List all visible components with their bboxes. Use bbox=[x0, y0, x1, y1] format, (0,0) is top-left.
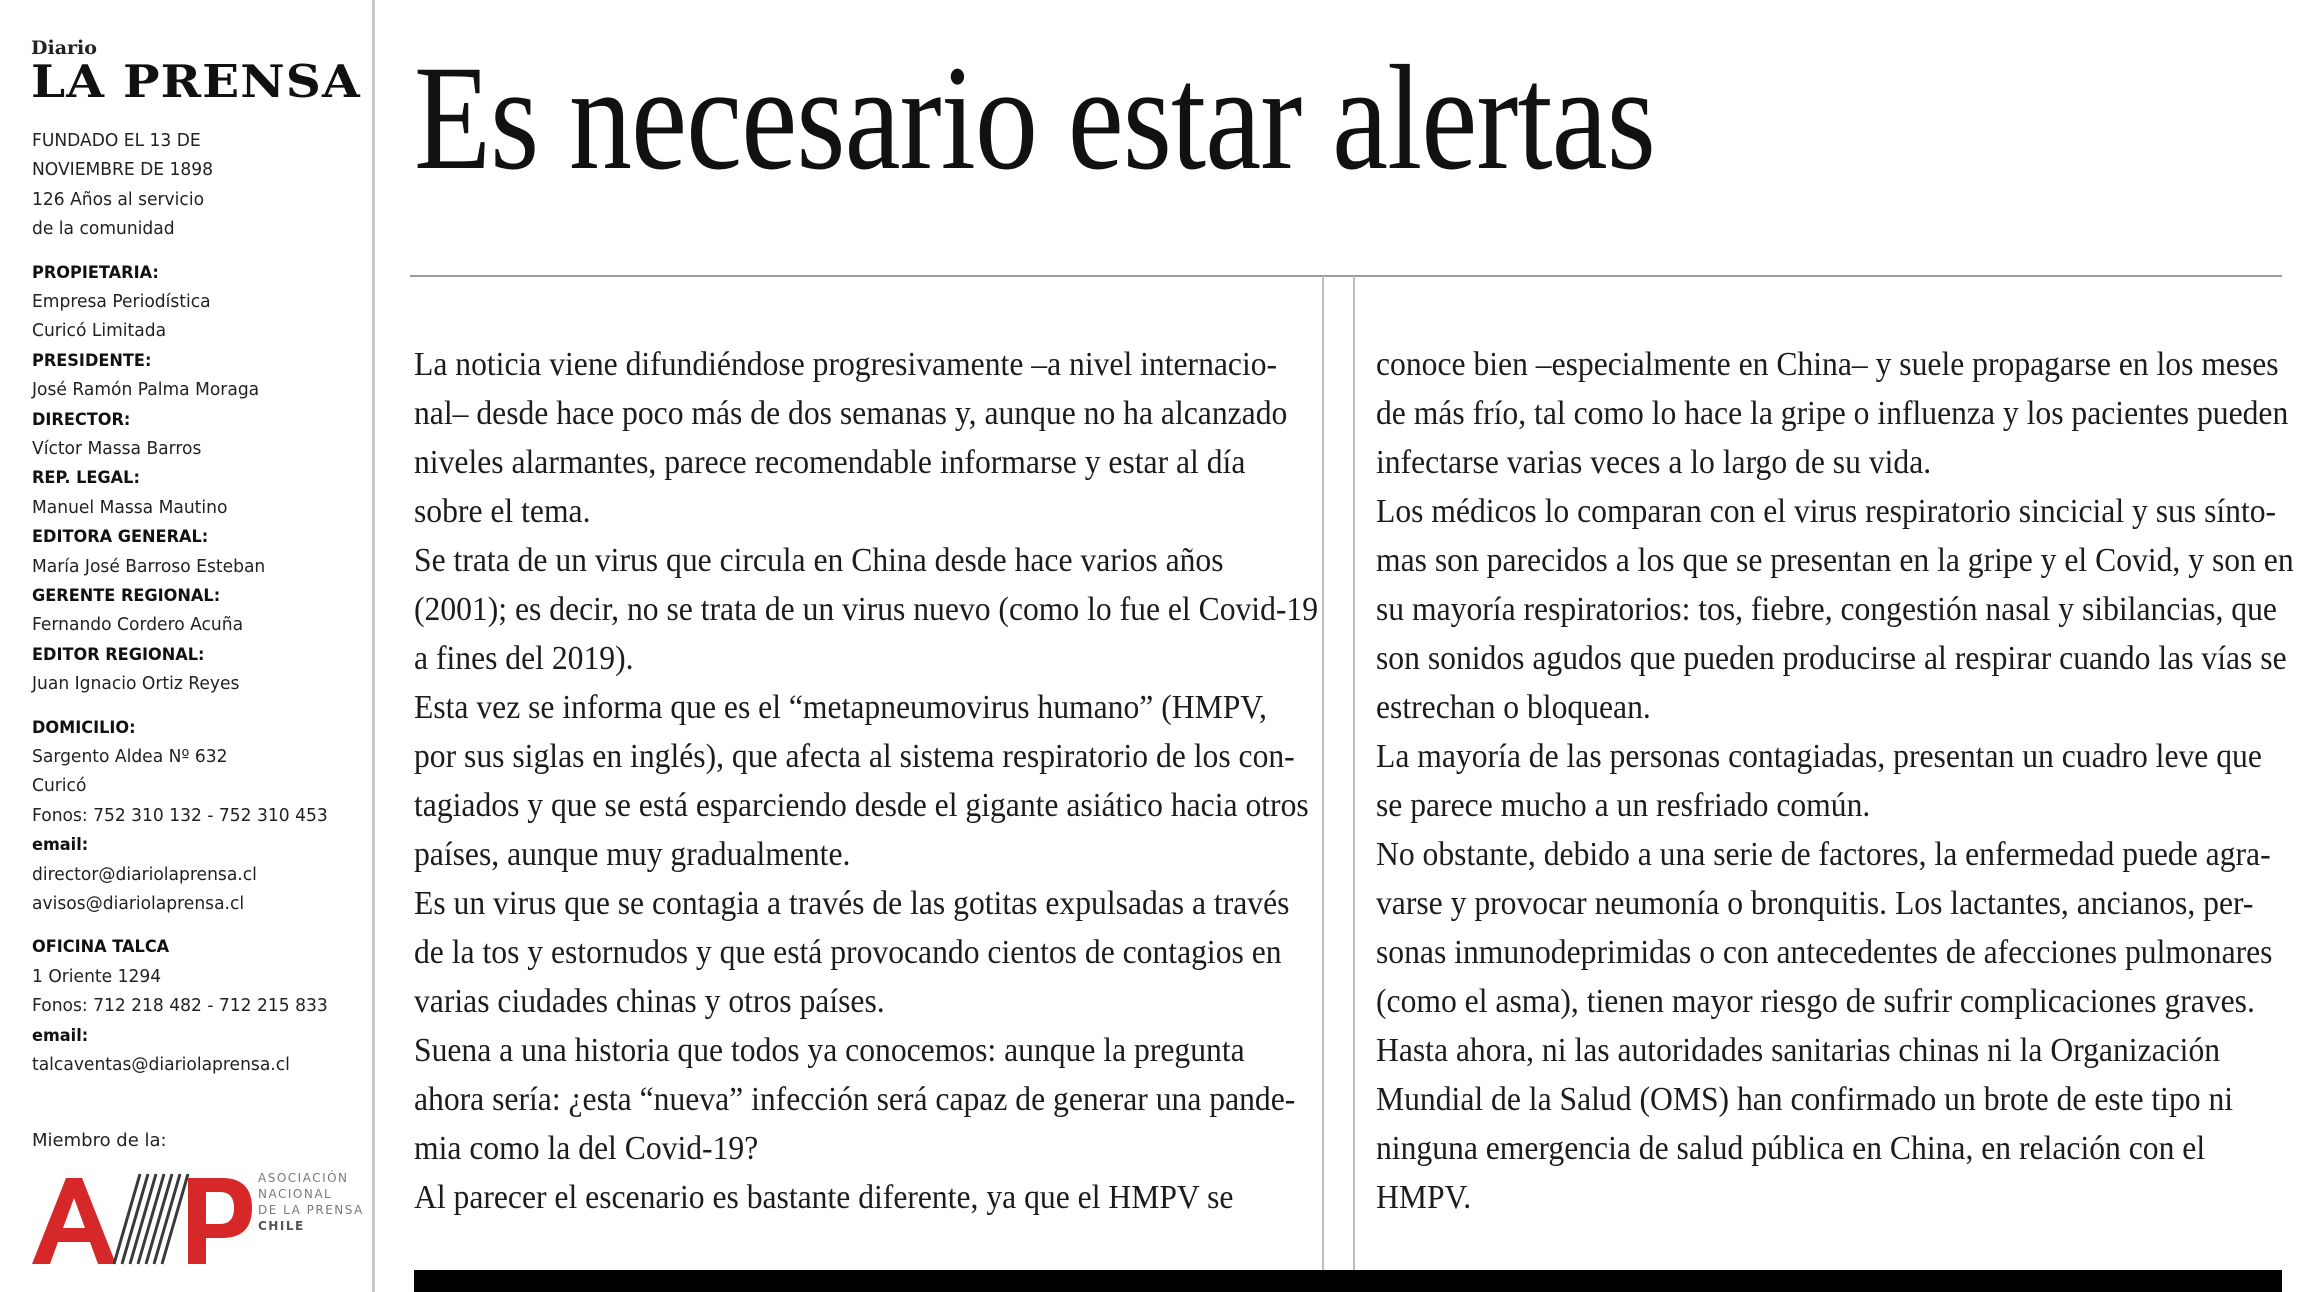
masthead-info-text: 1 Oriente 1294 bbox=[32, 965, 162, 987]
masthead-info-label: DIRECTOR: bbox=[32, 409, 131, 430]
article-text-line: La mayoría de las personas contagiadas, presentan un cuadro leve que bbox=[1376, 738, 2262, 775]
article-text-line: Suena a una historia que todos ya conocemos: aunque la pregunta bbox=[414, 1032, 1245, 1069]
article-text-line: Los médicos lo comparan con el virus respiratorio sincicial y sus sínto- bbox=[1376, 493, 2277, 530]
masthead-info-text: José Ramón Palma Moraga bbox=[32, 379, 260, 401]
article-text-line: se parece mucho a un resfriado común. bbox=[1376, 787, 1871, 824]
anp-logo-letter-p bbox=[188, 1178, 252, 1264]
article-text-line: países, aunque muy gradualmente. bbox=[414, 836, 851, 873]
masthead-info-text: Fernando Cordero Acuña bbox=[32, 614, 244, 636]
masthead-info-text: talcaventas@diariolaprensa.cl bbox=[32, 1054, 290, 1075]
article-text-line: Se trata de un virus que circula en China desde hace varios años bbox=[414, 542, 1224, 579]
masthead-info-text: Curicó bbox=[32, 775, 87, 797]
masthead-info-label: email: bbox=[32, 835, 89, 856]
masthead-info-label: PROPIETARIA: bbox=[32, 262, 159, 283]
masthead-info-text: de la comunidad bbox=[32, 218, 175, 240]
article-headline: Es necesario estar alertas bbox=[414, 35, 1655, 201]
article-text-line: estrechan o bloquean. bbox=[1376, 689, 1651, 726]
article-text-line: Mundial de la Salud (OMS) han confirmado un brote de este tipo ni bbox=[1376, 1081, 2234, 1118]
masthead-info-text: Empresa Periodística bbox=[32, 291, 211, 312]
article-text-line: (2001); es decir, no se trata de un virus nuevo (como lo fue el Covid-19 bbox=[414, 591, 1319, 628]
article-text-line: tagiados y que se está esparciendo desde el gigante asiático hacia otros bbox=[414, 787, 1309, 824]
article-text-line: nal– desde hace poco más de dos semanas y, aunque no ha alcanzado bbox=[414, 395, 1288, 432]
masthead-info-label: EDITORA GENERAL: bbox=[32, 527, 209, 548]
article-text-line: de la tos y estornudos y que está provocando cientos de contagios en bbox=[414, 934, 1282, 971]
article-text-line: sobre el tema. bbox=[414, 493, 591, 530]
article-text-line: varias ciudades chinas y otros países. bbox=[414, 983, 885, 1020]
masthead-info-text: Fonos: 712 218 482 - 712 215 833 bbox=[32, 995, 328, 1017]
masthead-info-label: email: bbox=[32, 1025, 89, 1046]
masthead-info-text: Fonos: 752 310 132 - 752 310 453 bbox=[32, 804, 328, 826]
masthead-info-text: Curicó Limitada bbox=[32, 320, 167, 342]
article-text-line: por sus siglas en inglés), que afecta al sistema respiratorio de los con- bbox=[414, 738, 1295, 775]
masthead-info-label: OFICINA TALCA bbox=[32, 937, 170, 958]
masthead-info-label: REP. LEGAL: bbox=[32, 468, 140, 489]
article-text-line: Es un virus que se contagia a través de las gotitas expulsadas a través bbox=[414, 885, 1290, 922]
article-text-line: Esta vez se informa que es el “metapneumovirus humano” (HMPV, bbox=[414, 689, 1267, 726]
member-label: Miembro de la: bbox=[32, 1130, 167, 1151]
article-text-line: HMPV. bbox=[1376, 1179, 1472, 1216]
anp-logo-text-line-1: ASOCIACIÓN bbox=[258, 1171, 349, 1185]
masthead-info-text: NOVIEMBRE DE 1898 bbox=[32, 159, 214, 181]
masthead-info-text: 126 Años al servicio bbox=[32, 188, 205, 210]
article-text-line: niveles alarmantes, parece recomendable informarse y estar al día bbox=[414, 444, 1246, 481]
article-text-line: son sonidos agudos que pueden producirse al respirar cuando las vías se bbox=[1376, 640, 2287, 677]
article-column-left bbox=[414, 340, 1319, 1222]
anp-logo-letter-n bbox=[114, 1174, 188, 1264]
article-text-line: su mayoría respiratorios: tos, fiebre, congestión nasal y sibilancias, que bbox=[1376, 591, 2277, 628]
article-text-line: La noticia viene difundiéndose progresivamente –a nivel internacio- bbox=[414, 346, 1278, 383]
article-text-line: No obstante, debido a una serie de factores, la enfermedad puede agra- bbox=[1376, 836, 2271, 873]
anp-logo-icon bbox=[30, 1168, 364, 1268]
article-text-line: mia como la del Covid-19? bbox=[414, 1130, 759, 1167]
masthead-info-text: director@diariolaprensa.cl bbox=[32, 863, 257, 885]
article-text-line: infectarse varias veces a lo largo de su vida. bbox=[1376, 444, 1932, 481]
article-text-line: de más frío, tal como lo hace la gripe o influenza y los pacientes pueden bbox=[1376, 395, 2289, 432]
article-text-line: ahora sería: ¿esta “nueva” infección será capaz de generar una pande- bbox=[414, 1081, 1296, 1118]
article-text-line: Al parecer el escenario es bastante diferente, ya que el HMPV se bbox=[414, 1179, 1234, 1216]
masthead-info-text: Juan Ignacio Ortiz Reyes bbox=[32, 673, 240, 695]
anp-logo-text-line-3: DE LA PRENSA bbox=[258, 1203, 364, 1217]
article-text-line: ninguna emergencia de salud pública en China, en relación con el bbox=[1376, 1130, 2206, 1167]
masthead-info-text: Víctor Massa Barros bbox=[32, 438, 202, 459]
page-bottom-bar bbox=[414, 1270, 2282, 1292]
column-divider bbox=[1353, 276, 1355, 1270]
article-text-line: conoce bien –especialmente en China– y suele propagarse en los meses bbox=[1376, 346, 2279, 383]
headline-divider bbox=[410, 275, 2282, 277]
masthead-info-text: avisos@diariolaprensa.cl bbox=[32, 893, 245, 914]
masthead-info-label: DOMICILIO: bbox=[32, 717, 136, 738]
masthead-newspaper-name: LA PRENSA bbox=[31, 55, 361, 108]
masthead-info-text: Manuel Massa Mautino bbox=[32, 496, 228, 518]
article-text-line: sonas inmunodeprimidas o con antecedentes de afecciones pulmonares bbox=[1376, 934, 2273, 971]
masthead-info-text: Sargento Aldea Nº 632 bbox=[32, 746, 228, 767]
article-text-line: a fines del 2019). bbox=[414, 640, 634, 677]
masthead-sidebar bbox=[0, 0, 375, 1292]
anp-logo-letter-a bbox=[32, 1178, 116, 1264]
anp-logo-text-line-4: CHILE bbox=[258, 1219, 305, 1233]
column-divider bbox=[1322, 276, 1324, 1270]
masthead-info-label: GERENTE REGIONAL: bbox=[32, 586, 221, 606]
article-column-right bbox=[1376, 340, 2294, 1222]
masthead-small-title: Diario bbox=[31, 37, 97, 59]
masthead-info-label: EDITOR REGIONAL: bbox=[32, 644, 205, 665]
article-text-line: (como el asma), tienen mayor riesgo de sufrir complicaciones graves. bbox=[1376, 983, 2255, 1020]
article-text-line: varse y provocar neumonía o bronquitis. Los lactantes, ancianos, per- bbox=[1376, 885, 2254, 922]
article-text-line: Hasta ahora, ni las autoridades sanitarias chinas ni la Organización bbox=[1376, 1032, 2221, 1069]
masthead-info-label: PRESIDENTE: bbox=[32, 350, 152, 371]
article-text-line: mas son parecidos a los que se presentan en la gripe y el Covid, y son en bbox=[1376, 542, 2294, 579]
anp-logo-text-line-2: NACIONAL bbox=[258, 1187, 333, 1201]
masthead-info-text: María José Barroso Esteban bbox=[32, 555, 266, 577]
masthead-info-text: FUNDADO EL 13 DE bbox=[32, 130, 201, 151]
